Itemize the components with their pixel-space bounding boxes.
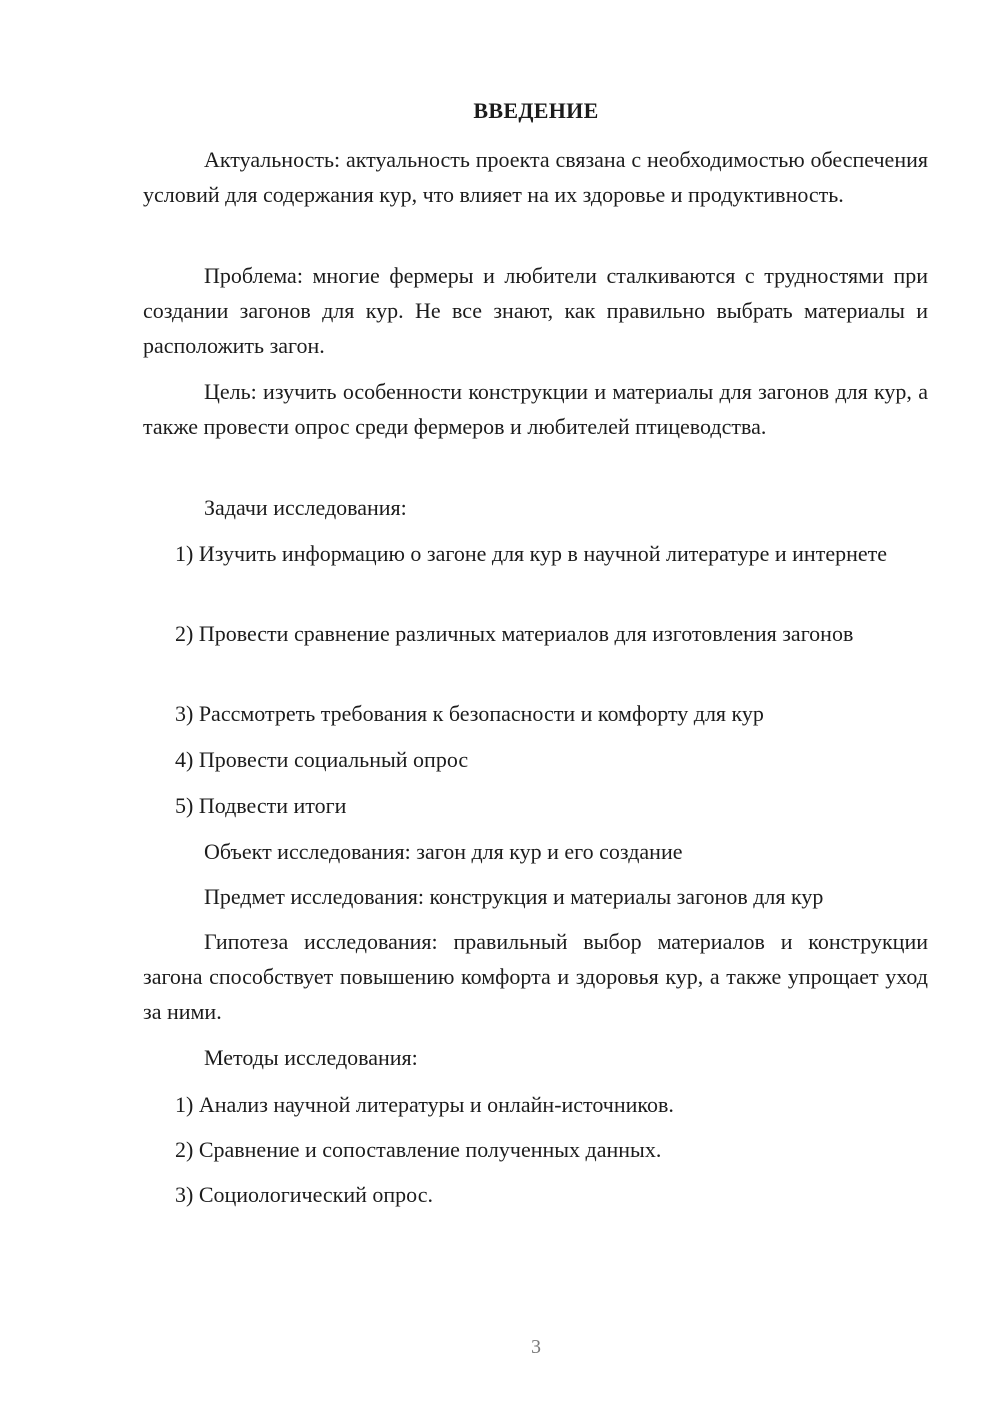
task-item-5: 5) Подвести итоги [175, 793, 347, 818]
page-title: ВВЕДЕНИЕ [473, 98, 599, 123]
task-item-1: 1) Изучить информацию о загоне для кур в научной литературе и интернете [175, 541, 888, 566]
task-item-3: 3) Рассмотреть требования к безопасности и комфорту для кур [175, 701, 764, 726]
object-paragraph: Объект исследования: загон для кур и его создание [204, 839, 683, 864]
problem-paragraph: Проблема: многие фермеры и любители сталкиваются с трудностями при создании загонов для кур. Не все знают, как правильно выбрать материалы и расположить загон. [143, 263, 928, 358]
method-item-1: 1) Анализ научной литературы и онлайн-источников. [175, 1092, 674, 1117]
methods-label: Методы исследования: [204, 1045, 418, 1070]
task-item-4: 4) Провести социальный опрос [175, 747, 469, 772]
relevance-paragraph: Актуальность: актуальность проекта связана с необходимостью обеспечения условий для содержания кур, что влияет на их здоровье и продуктивность. [143, 147, 928, 207]
goal-paragraph: Цель: изучить особенности конструкции и материалы для загонов для кур, а также провести опрос среди фермеров и любителей птицеводства. [143, 379, 928, 439]
page-number: 3 [531, 1336, 541, 1358]
task-item-2: 2) Провести сравнение различных материалов для изготовления загонов [175, 621, 854, 646]
tasks-label: Задачи исследования: [204, 495, 407, 520]
method-item-2: 2) Сравнение и сопоставление полученных данных. [175, 1137, 662, 1162]
hypothesis-paragraph: Гипотеза исследования: правильный выбор материалов и конструкции загона способствует повышению комфорта и здоровья кур, а также упрощает уход за ними. [143, 929, 928, 1024]
method-item-3: 3) Социологический опрос. [175, 1182, 433, 1207]
subject-paragraph: Предмет исследования: конструкция и материалы загонов для кур [204, 884, 824, 909]
